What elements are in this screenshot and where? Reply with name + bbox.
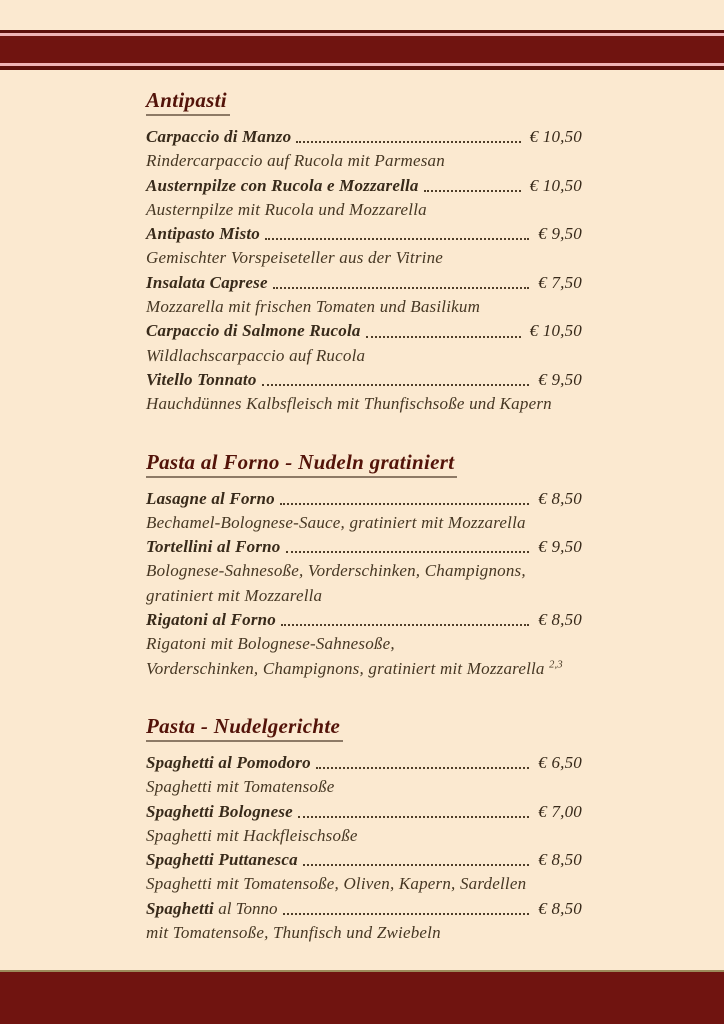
item-description [146,657,582,681]
item-description: Rindercarpaccio auf Rucola mit Parmesan [146,151,445,171]
item-description: Gemischter Vorspeiseteller aus der Vitrine [146,248,444,268]
item-name: Vitello Tonnato [146,369,257,389]
item-name: Carpaccio di Salmone Rucola [146,321,361,341]
item-description: mit Tomatensoße, Thunfisch und Zwiebeln [146,923,441,943]
item-name: Spaghetti al Pomodoro [146,752,311,772]
item-price: € 9,50 [538,224,582,244]
footnote-superscript: 2,3 [549,658,563,670]
dot-leader [281,624,529,626]
menu-section [146,714,582,945]
item-description: Bolognese-Sahnesoße, Vorderschinken, Champignons, [146,561,526,581]
menu-item-row [146,319,582,343]
item-description: gratiniert mit Mozzarella [146,585,323,605]
item-price: € 8,50 [538,850,582,870]
item-name: Lasagne al Forno [146,488,275,508]
item-price: € 7,00 [538,801,582,821]
item-price: € 10,50 [529,127,582,146]
dot-leader [366,336,521,338]
menu-item-row [146,535,582,559]
item-description: Hauchdünnes Kalbsfleisch mit Thunfischsoße und Kapern [146,394,552,414]
dot-leader [298,816,529,818]
item-name-tail: al Tonno [213,898,278,918]
dot-leader [265,238,529,240]
menu-item-row [146,608,582,632]
item-name: Rigatoni al Forno [146,610,276,630]
menu-item-row [146,368,582,392]
item-price: € 9,50 [538,537,582,557]
section-heading: Pasta al Forno - Nudeln gratiniert [146,450,457,478]
menu-item-row [146,125,582,149]
item-description: Rigatoni mit Bolognese-Sahnesoße, [146,634,395,654]
item-description: Spaghetti mit Tomatensoße, Oliven, Kapern, Sardellen [146,874,527,894]
item-name: Carpaccio di Manzo [146,127,292,146]
item-price: € 6,50 [538,752,582,772]
menu-item-row [146,174,582,198]
item-name: Spaghetti Bolognese [146,801,293,821]
dot-leader [316,767,530,769]
dot-leader [303,864,529,866]
item-description: Austernpilze mit Rucola und Mozzarella [146,199,427,219]
dot-leader [273,287,530,289]
menu-item-row [146,271,582,295]
dot-leader [286,551,530,553]
dot-leader [424,190,521,192]
item-description-text: Vorderschinken, Champignons, gratiniert mit Mozzarella [146,658,550,678]
item-description: Spaghetti mit Tomatensoße [146,777,335,797]
dot-leader [262,384,530,386]
item-name: Spaghetti Puttanesca [146,850,298,870]
band-thin-dark-line [0,66,724,70]
item-description: Spaghetti mit Hackfleischsoße [146,825,358,845]
item-name: Antipasto Misto [146,224,261,244]
item-price: € 9,50 [538,369,582,389]
item-description: Mozzarella mit frischen Tomaten und Basilikum [146,297,481,317]
section-heading: Pasta - Nudelgerichte [146,714,343,742]
item-description: Wildlachscarpaccio auf Rucola [146,345,366,365]
item-price: € 10,50 [529,321,582,341]
band-maroon-core [0,36,724,63]
dot-leader [283,913,530,915]
menu-content [146,88,582,978]
menu-item-row [146,848,582,872]
bottom-accent-band [0,970,724,1024]
menu-item-row [146,487,582,511]
item-price: € 10,50 [529,175,582,195]
menu-item-row [146,222,582,246]
menu-item-row [146,897,582,921]
menu-section [146,450,582,681]
item-price: € 8,50 [538,610,582,630]
item-name: Austernpilze con Rucola e Mozzarella [146,175,419,195]
item-price: € 8,50 [538,898,582,918]
item-description: Bechamel-Bolognese-Sauce, gratiniert mit Mozzarella [146,512,526,532]
section-heading: Antipasti [146,88,230,116]
dot-leader [296,141,520,143]
item-name: Spaghetti [146,898,214,918]
menu-item-row [146,751,582,775]
item-price: € 7,50 [538,272,582,292]
item-name: Tortellini al Forno [146,537,281,557]
item-name: Insalata Caprese [146,272,268,292]
menu-section [146,88,582,417]
menu-item-row [146,800,582,824]
dot-leader [280,503,529,505]
item-price: € 8,50 [538,488,582,508]
top-accent-band [0,30,724,70]
